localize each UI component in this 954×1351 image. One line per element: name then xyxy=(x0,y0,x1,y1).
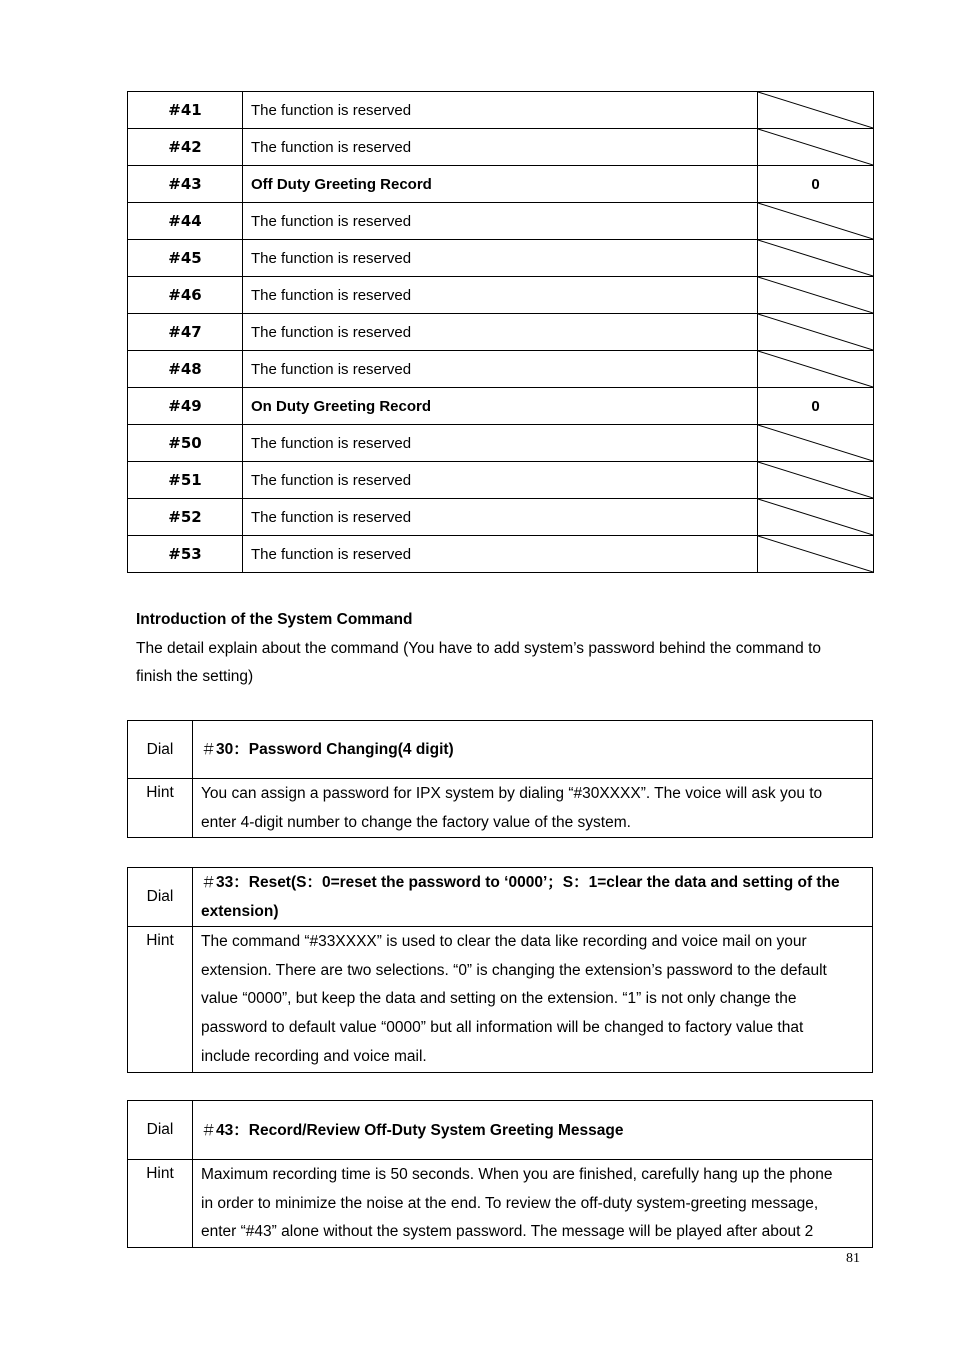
diagonal-strike-icon xyxy=(758,277,873,313)
table-row xyxy=(128,203,874,240)
not-applicable-cell xyxy=(758,425,874,462)
diagonal-strike-icon xyxy=(758,314,873,350)
function-code: #52 xyxy=(128,499,243,536)
function-description: The function is reserved xyxy=(243,314,758,351)
table-row xyxy=(128,166,874,203)
function-code: #47 xyxy=(128,314,243,351)
function-code: #53 xyxy=(128,536,243,573)
table-row xyxy=(128,499,874,536)
command-box-43 xyxy=(127,1100,873,1248)
not-applicable-cell xyxy=(758,203,874,240)
not-applicable-cell xyxy=(758,277,874,314)
function-description: The function is reserved xyxy=(243,462,758,499)
command-box-30 xyxy=(127,720,873,838)
function-code: #45 xyxy=(128,240,243,277)
function-code: #43 xyxy=(128,166,243,203)
function-description: The function is reserved xyxy=(243,351,758,388)
table-row xyxy=(128,240,874,277)
table-row xyxy=(128,314,874,351)
table-row xyxy=(128,425,874,462)
function-description: The function is reserved xyxy=(243,277,758,314)
not-applicable-cell xyxy=(758,499,874,536)
not-applicable-cell xyxy=(758,92,874,129)
diagonal-strike-icon xyxy=(758,351,873,387)
table-row xyxy=(128,277,874,314)
function-description: The function is reserved xyxy=(243,499,758,536)
diagonal-strike-icon xyxy=(758,462,873,498)
diagonal-strike-icon xyxy=(758,499,873,535)
command-heading: ＃30：Password Changing(4 digit) xyxy=(193,721,873,779)
function-description: The function is reserved xyxy=(243,425,758,462)
not-applicable-cell xyxy=(758,240,874,277)
table-row xyxy=(128,536,874,573)
section-title: Introduction of the System Command xyxy=(136,611,413,628)
hint-label: Hint xyxy=(128,927,193,1073)
not-applicable-cell xyxy=(758,351,874,388)
not-applicable-cell xyxy=(758,536,874,573)
hint-text: You can assign a password for IPX system by dialing “#30XXXX”. The voice will ask you to enter 4-digit number to change the factory value of the system. xyxy=(193,779,873,838)
not-applicable-cell xyxy=(758,462,874,499)
function-value: 0 xyxy=(758,388,874,425)
function-code: #49 xyxy=(128,388,243,425)
dial-label: Dial xyxy=(128,868,193,927)
table-row xyxy=(128,351,874,388)
function-description: On Duty Greeting Record xyxy=(243,388,758,425)
hint-text: The command “#33XXXX” is used to clear the data like recording and voice mail on your extension. There are two selections. “0” is changing the extension’s password to the default value “0000”, but keep the data and setting on the extension. “1” is not only change the password to default value “0000” but all information will be changed to factory value that include recording and voice mail. xyxy=(193,927,873,1073)
function-description: The function is reserved xyxy=(243,129,758,166)
table-row xyxy=(128,462,874,499)
function-description: The function is reserved xyxy=(243,240,758,277)
command-heading: ＃43：Record/Review Off-Duty System Greeting Message xyxy=(193,1101,873,1160)
function-code-table xyxy=(127,91,874,573)
intro-section xyxy=(136,606,856,692)
table-row xyxy=(128,92,874,129)
function-description: The function is reserved xyxy=(243,92,758,129)
intro-line: finish the setting) xyxy=(136,668,254,685)
table-row xyxy=(128,129,874,166)
diagonal-strike-icon xyxy=(758,425,873,461)
function-description: Off Duty Greeting Record xyxy=(243,166,758,203)
hint-label: Hint xyxy=(128,1160,193,1248)
function-code: #41 xyxy=(128,92,243,129)
table-row xyxy=(128,388,874,425)
dial-label: Dial xyxy=(128,1101,193,1160)
diagonal-strike-icon xyxy=(758,536,873,572)
not-applicable-cell xyxy=(758,129,874,166)
hint-text: Maximum recording time is 50 seconds. When you are finished, carefully hang up the phone in order to minimize the noise at the end. To review the off-duty system-greeting message, enter “#43” alone without the system password. The message will be played after about 2 xyxy=(193,1160,873,1248)
function-description: The function is reserved xyxy=(243,536,758,573)
diagonal-strike-icon xyxy=(758,129,873,165)
function-code: #48 xyxy=(128,351,243,388)
command-heading: ＃33：Reset(S：0=reset the password to ‘0000’；S：1=clear the data and setting of the extension) xyxy=(193,868,873,927)
diagonal-strike-icon xyxy=(758,203,873,239)
function-code: #42 xyxy=(128,129,243,166)
function-code: #50 xyxy=(128,425,243,462)
page-number: 81 xyxy=(846,1251,860,1266)
diagonal-strike-icon xyxy=(758,92,873,128)
command-box-33 xyxy=(127,867,873,1073)
function-value: 0 xyxy=(758,166,874,203)
function-code: #46 xyxy=(128,277,243,314)
hint-label: Hint xyxy=(128,779,193,838)
not-applicable-cell xyxy=(758,314,874,351)
function-code: #51 xyxy=(128,462,243,499)
intro-line: The detail explain about the command (You have to add system’s password behind the command to xyxy=(136,639,821,657)
function-code: #44 xyxy=(128,203,243,240)
function-description: The function is reserved xyxy=(243,203,758,240)
diagonal-strike-icon xyxy=(758,240,873,276)
dial-label: Dial xyxy=(128,721,193,779)
